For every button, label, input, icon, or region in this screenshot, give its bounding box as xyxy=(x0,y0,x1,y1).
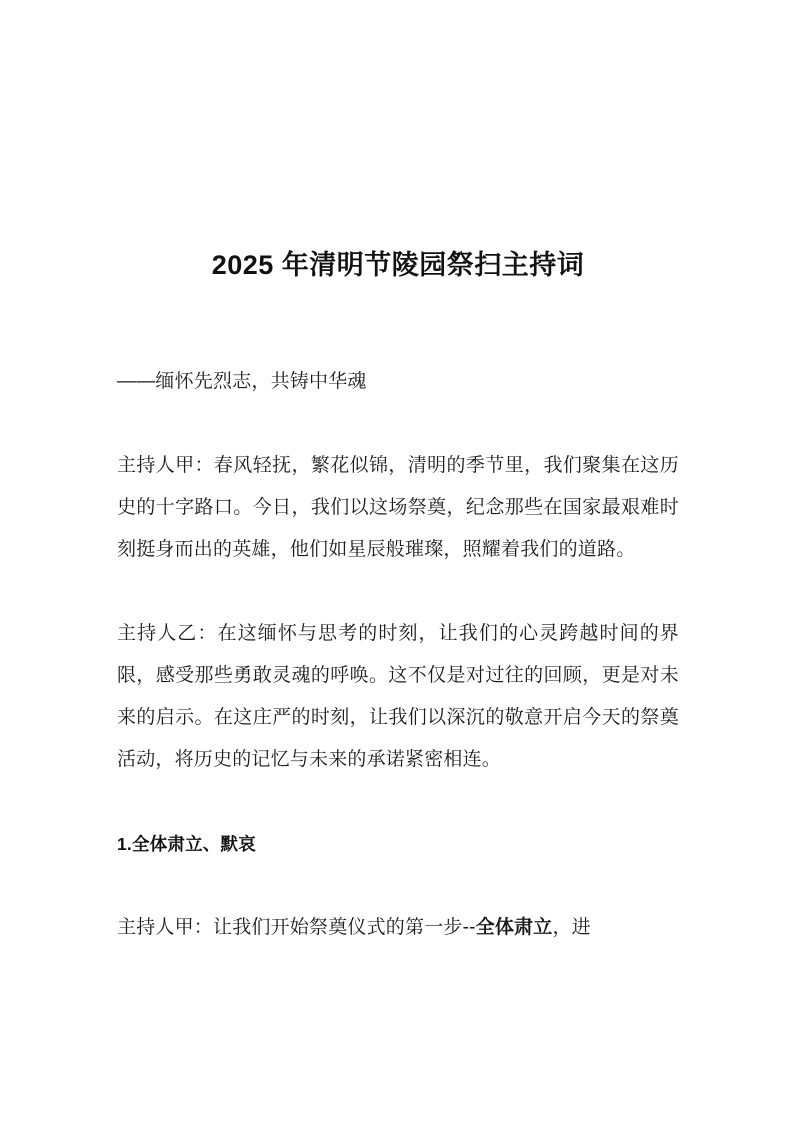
document-subtitle: ——缅怀先烈志，共铸中华魂 xyxy=(117,371,367,392)
page-title: 2025 年清明节陵园祭扫主持词 xyxy=(211,250,585,280)
document-body xyxy=(117,0,679,949)
section-heading-1: 1.全体肃立、默哀 xyxy=(117,834,256,854)
paragraph-closing-line xyxy=(117,865,679,949)
closing-line-tail: ，进 xyxy=(552,917,591,938)
paragraph-host-a-opening: 主持人甲：春风轻抚，繁花似锦，清明的季节里，我们聚集在这历史的十字路口。今日，我们以这场祭奠，纪念那些在国家最艰难时刻挺身而出的英雄，他们如星辰般璀璨，照耀着我们的道路。 xyxy=(117,455,679,560)
paragraph-host-b-opening: 主持人乙：在这缅怀与思考的时刻，让我们的心灵跨越时间的界限，感受那些勇敢灵魂的呼唤。这不仅是对过往的回顾，更是对未来的启示。在这庄严的时刻，让我们以深沉的敬意开启今天的祭奠活动，将历史的记忆与未来的承诺紧密相连。 xyxy=(117,623,679,770)
closing-line-lead: 主持人甲：让我们开始祭奠仪式的第一步-- xyxy=(117,917,476,938)
closing-line-emphasis: 全体肃立 xyxy=(475,917,553,938)
